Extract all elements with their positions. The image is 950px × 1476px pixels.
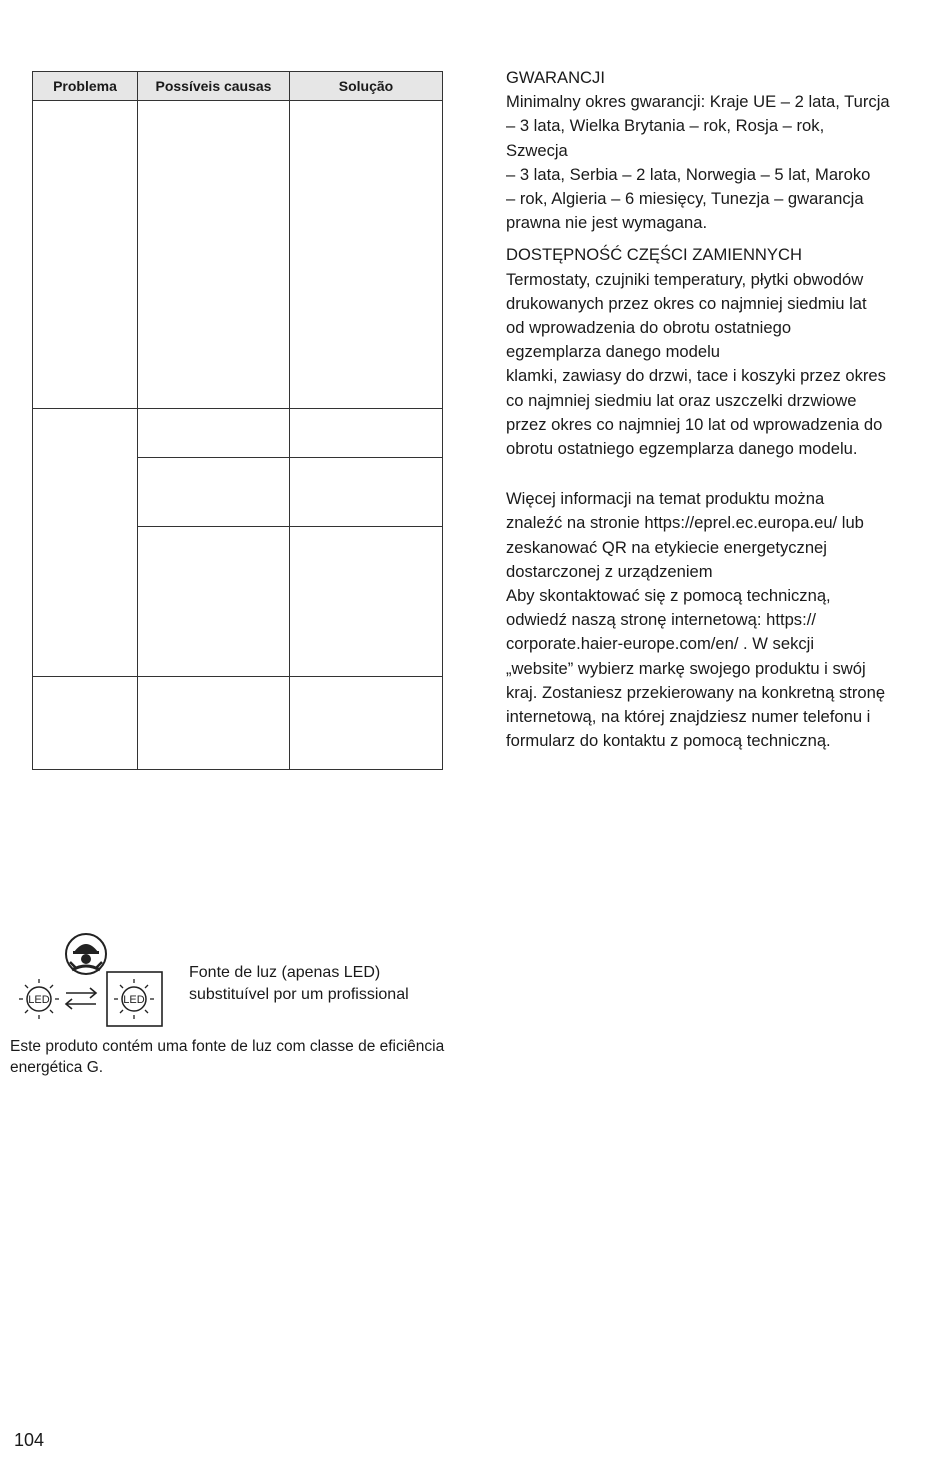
table-row: [33, 409, 443, 458]
table-cell: [290, 101, 443, 409]
more-info-line: dostarczonej z urządzeniem: [506, 561, 713, 581]
led-bulb-icon: [19, 979, 59, 1019]
energy-efficiency-line: Este produto contém uma fonte de luz com classe de eficiência: [10, 1038, 445, 1055]
more-info-line: zeskanować QR na etykiecie energetycznej: [506, 537, 827, 557]
table-cell: [138, 527, 290, 677]
table-header-row: [33, 72, 443, 101]
warranty-line: Szwecja: [506, 140, 568, 160]
spare-parts-line: co najmniej siedmiu lat oraz uszczelki drzwiowe: [506, 390, 857, 410]
more-info-line: corporate.haier-europe.com/en/ . W sekcji: [506, 634, 815, 654]
exchange-arrows-icon: [66, 988, 96, 1009]
table-cell: [33, 677, 138, 770]
header-solucao: Solução: [290, 72, 443, 101]
warranty-section: [506, 66, 938, 235]
technician-icon: [66, 934, 106, 974]
warranty-line: – 3 lata, Wielka Brytania – rok, Rosja – rok,: [506, 116, 825, 136]
spare-parts-line: klamki, zawiasy do drzwi, tace i koszyki przez okres: [506, 366, 886, 386]
spare-parts-line: egzemplarza danego modelu: [506, 342, 721, 362]
table-cell: [138, 677, 290, 770]
table-cell: [33, 101, 138, 409]
more-info-line: Aby skontaktować się z pomocą techniczną,: [506, 586, 831, 606]
warranty-title: GWARANCJI: [506, 68, 605, 87]
energy-efficiency-text: [10, 1036, 444, 1078]
led-bulb-boxed-icon: [107, 972, 162, 1026]
table-cell: [33, 409, 138, 677]
led-caption-line: Fonte de luz (apenas LED): [189, 964, 381, 981]
led-label: LED: [28, 994, 50, 1006]
more-info-line: kraj. Zostaniesz przekierowany na konkretną stronę: [506, 682, 886, 702]
troubleshooting-table: [32, 71, 443, 770]
led-light-source-notice: [10, 932, 500, 1092]
table-cell: [138, 101, 290, 409]
led-caption: [189, 962, 409, 1006]
spare-parts-line: drukowanych przez okres co najmniej siedmiu lat: [506, 293, 867, 313]
table-row: [33, 101, 443, 409]
spare-parts-line: obrotu ostatniego egzemplarza danego modelu.: [506, 439, 858, 459]
spare-parts-line: Termostaty, czujniki temperatury, płytki obwodów: [506, 269, 864, 289]
spare-parts-section: [506, 243, 938, 461]
table-cell: [290, 677, 443, 770]
spare-parts-line: przez okres co najmniej 10 lat od wprowadzenia do: [506, 414, 883, 434]
more-info-line: Więcej informacji na temat produktu można: [506, 489, 825, 509]
more-info-line: „website” wybierz markę swojego produktu i swój: [506, 658, 866, 678]
more-info-line: odwiedź naszą stronę internetową: https://: [506, 610, 816, 630]
spare-parts-line: od wprowadzenia do obrotu ostatniego: [506, 318, 792, 338]
header-problema: Problema: [33, 72, 138, 101]
warranty-line: Minimalny okres gwarancji: Kraje UE – 2 lata, Turcja: [506, 92, 890, 112]
more-info-line: znaleźć na stronie https://eprel.ec.europa.eu/ lub: [506, 513, 864, 533]
table-cell: [290, 409, 443, 458]
table-cell: [138, 458, 290, 527]
table-cell: [290, 458, 443, 527]
warranty-line: – 3 lata, Serbia – 2 lata, Norwegia – 5 lat, Maroko: [506, 164, 871, 184]
table-row: [33, 677, 443, 770]
table-cell: [290, 527, 443, 677]
polish-info-column: [506, 66, 938, 753]
table-cell: [138, 409, 290, 458]
more-info-line: internetową, na której znajdziesz numer telefonu i: [506, 707, 871, 727]
page-number: 104: [14, 1430, 45, 1450]
header-possiveis-causas: Possíveis causas: [138, 72, 290, 101]
led-label: LED: [123, 994, 145, 1006]
led-caption-line: substituível por um profissional: [189, 986, 409, 1003]
led-replaceable-by-professional-icon: [10, 932, 180, 1028]
energy-efficiency-line: energética G.: [10, 1059, 104, 1076]
warranty-line: – rok, Algieria – 6 miesięcy, Tunezja – gwarancja: [506, 189, 864, 209]
spare-parts-title: DOSTĘPNOŚĆ CZĘŚCI ZAMIENNYCH: [506, 245, 802, 265]
more-info-section: [506, 487, 938, 753]
more-info-line: formularz do kontaktu z pomocą techniczną.: [506, 731, 831, 751]
warranty-line: prawna nie jest wymagana.: [506, 213, 708, 233]
